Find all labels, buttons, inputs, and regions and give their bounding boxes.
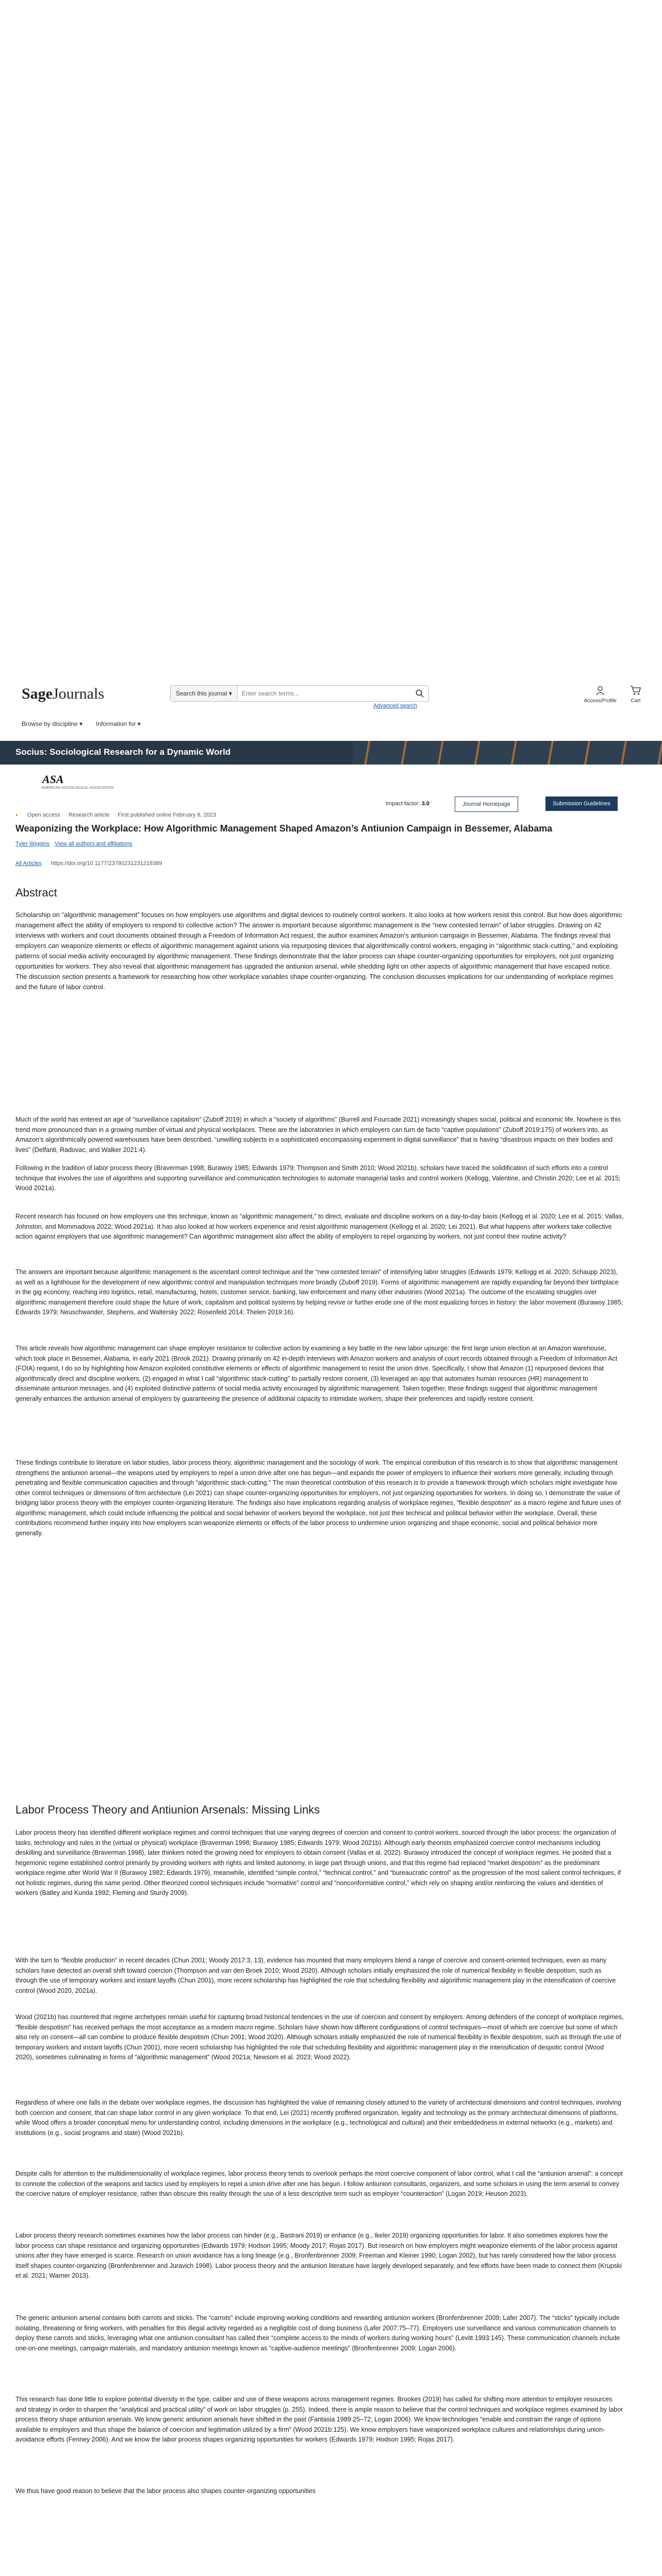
author-link[interactable]: Tyler Wiggins: [15, 841, 50, 847]
authors: [15, 841, 133, 847]
cart-icon: [630, 685, 641, 698]
header-icons: [584, 685, 641, 704]
submission-guidelines-button[interactable]: Submission Guidelines: [545, 796, 618, 811]
access-profile-button[interactable]: Access/Profile: [584, 685, 617, 704]
search-input[interactable]: [238, 690, 411, 697]
doi-link[interactable]: https://doi.org/10.1177/23780231231218389: [51, 860, 162, 867]
impact-factor: Impact factor: 3.0: [386, 801, 429, 807]
search-bar: [170, 685, 429, 702]
section-paragraph-8: This research has done little to explore potential diversity in the type, caliber and use of these weapons across management regimes. Brookes (2019) has called for shifting more attention to employer resources and strategy in order to sharpen the “analytical and practical utility” of work on labor struggles (p. 255). Indeed, there is ample reason to believe that the control techniques and workplace regimes examined by labor process theory shape antiunion arsenals. We know generic antiunion arsenals have shifted in the past (Fantasia 1989:25–72; Logan 2006). We know technologies “enable and constrain the range of options available to employers and thus shape the balance of coercion and legitimation utilized by a firm” (Wood 2021b:125). We know employers have weaponized workplace cultures and relationships during union-avoidance efforts (Fenney 2006). And we know the labor process shapes organizing opportunities for workers (Edwards 1979; Hodson 1995; Rojas 2017).: [15, 2396, 623, 2443]
body-paragraph-6: These findings contribute to literature on labor studies, labor process theory, algorithmic management and the sociology of work. The empirical contribution of this research is to show that algorithmic management strengthens the antiunion arsenal—the weapons used by employers to repel a union drive after one has begun—and expands the power of employers to influence their workers more generally, including through penetrating and flexible communication capacities and through “algorithmic stack-cutting.” The main theoretical contribution of this research is to provide a framework through which scholars might investigate how other control techniques or dimensions of firm architecture (Lei 2021) can shape counter-organizing opportunities for employers, not just organizing opportunities for workers. In doing so, I demonstrate the value of bridging labor process theory with the employer counter-organizing literature. The findings also have implications regarding analysis of workplace regimes, “flexible despotism” as a macro regime and future uses of algorithmic management, which could include influencing the political and social behavior of workers beyond the workplace, not just their technical and political behavior within the workplace. Overall, these contributions recommend further inquiry into how employers scan weaponize elements or effects of the labor process to undermine union organizing and shape economic, social and political behavior more generally.: [15, 1459, 621, 1537]
logo-thin: Journals: [53, 685, 104, 702]
body-paragraph-2: Following in the tradition of labor process theory (Braverman 1998; Burawoy 1985; Edwards 1979; Thompson and Smith 2010; Wood 2021b), scholars have traced the solidification of such efforts into a control technique that involves the use of algorithms and supporting surveillance and communication technologies to automate managerial tasks and control workers (Kellogg, Valentine, and Christin 2020; Lee et al. 2015; Wood 2021a).: [15, 1164, 621, 1192]
journal-homepage-button[interactable]: Journal Homepage: [455, 796, 518, 812]
advanced-search-link[interactable]: Advanced search: [373, 703, 417, 709]
section-paragraph-7: The generic antiunion arsenal contains both carrots and sticks. The “carrots” include improving working conditions and rewarding antiunion workers (Bronfenbrenner 2009; Lafer 2007). The “sticks” typically include isolating, threatening or firing workers, with penalties for this illegal activity regarded as a negligible cost of doing business (Lafer 2007:75–77). Employers use surveillance and various communication channels to deploy these carrots and sticks, leveraging what one antiunion consultant has called their “complete access to the minds of workers during working hours” (Levitt 1993:145). These communication channels include one-on-one meetings, campaign materials, and mandatory antiunion meetings known as “captive-audience meetings” (Bronfenbrenner 2009; Logan 2006).: [15, 2314, 620, 2352]
body-paragraph-4: The answers are important because algorithmic management is the ascendant control technique and the “new contested terrain” of intensifying labor struggles (Edwards 1979; Kellogg et al. 2020; Schaupp 2023), as well as a lighthouse for the development of new algorithmic control and manipulation techniques more broadly (Zuboff 2019). Forms of algorithmic management are rapidly expanding far beyond their birthplace in the gig economy, reaching into logistics, retail, manufacturing, hotels, customer service, banking, law enforcement and many other industries (Wood 2021a). The outcome of the escalating struggles over algorithmic management therefore could shape the future of work, capitalism and political systems by helping revive or further erode one of the most equalizing forces in history: the labor movement (Burawoy 1985; Edwards 1979; Neuschwander, Stephens, and Waltersky 2022; Rosenfeld 2014; Thelen 2019:16).: [15, 1268, 623, 1316]
asa-logo-subtitle: AMERICAN SOCIOLOGICAL ASSOCIATION: [41, 786, 114, 790]
section-paragraph-5: Despite calls for attention to the multidimensionality of workplace regimes, labor process theory tends to overlook perhaps the most coercive component of labor control, what I call the “antiunion arsenal”: a concept to connote the collection of the weapons and tactics used by employers to repel a union drive after one has begun. I follow antiunion consultants, organizers, and some scholars in using the term arsenal to convey the coercive nature of employer resistance, rather than obscure this reality through the use of a less descriptive term such as employer “counteraction” (Logan 2019; Heuson 2023).: [15, 2170, 623, 2197]
article-type: Research article: [68, 812, 110, 818]
published-date: First published online February 8, 2023: [118, 812, 217, 818]
article-meta-row: [15, 812, 216, 818]
open-access-icon: ◐: [15, 812, 19, 818]
open-access-label: Open access: [27, 812, 60, 818]
section-heading: Labor Process Theory and Antiunion Arsenals: Missing Links: [15, 1803, 320, 1816]
main-nav: [22, 720, 141, 727]
article-links-row: [15, 860, 162, 867]
cart-button[interactable]: Cart: [630, 685, 641, 704]
journal-title[interactable]: Socius: Sociological Research for a Dynamic World: [15, 747, 231, 757]
body-paragraph-5: This article reveals how algorithmic management can shape employer resistance to collective action by examining a key battle in the new labor upsurge: the first large union election at an Amazon warehouse, which took place in Bessemer, Alabama, in early 2021 (Brook 2021). Drawing primarily on 42 in-depth interviews with Amazon workers and analysis of court records obtained through a Freedom of Information Act (FOIA) request, I do so by highlighting how Amazon exploited constitutive elements or effects of algorithmic management to resist the union drive. Specifically, I show that Amazon (1) repurposed devices that algorithmically direct and discipline workers, (2) engaged in what I call “algorithmic stack-cutting” to partially restore consent, (3) leveraged an app that automates human resources (HR) management to disseminate antiunion messages, and (4) exploited distinctive patterns of social media activity encouraged by algorithmic management. Taken together, these findings suggest that algorithmic management generally enhances the antiunion arsenal of employers by guaranteeing the presence of additional capacity to intimidate workers, shape their preferences and rapidly restore consent.: [15, 1345, 618, 1402]
abstract-text: Scholarship on “algorithmic management” focuses on how employers use algorithms and digital devices to routinely control workers. It also looks at how workers resist this control. But how does algorithmic management affect the ability of employers to respond to collective action? The answer is important because algorithmic management is the “new contested terrain” of labor struggles. Drawing on 42 interviews with workers and court documents obtained through a Freedom of Information Act request, the author examines Amazon’s antiunion campaign in Bessemer, Alabama. The findings reveal that employers can weaponize elements or effects of algorithmic management against unions via repurposing devices that algorithmically control workers, engaging in “algorithmic stack-cutting,” and exploiting patterns of social media activity encouraged by algorithmic management. These findings demonstrate that the labor process can shape counter-organizing opportunities for employers, not just organizing opportunities for workers. They also reveal that algorithmic management has upgraded the antiunion arsenal, while shedding light on other aspects of algorithmic management that have escaped notice. The discussion section presents a framework for researching how other workplace variables shape counter-organizing. The conclusion discusses implications for our understanding of workplace regimes and the future of labor control.: [15, 911, 622, 991]
nav-information-for[interactable]: Information for ▾: [96, 720, 141, 727]
search-scope-select[interactable]: Search this journal ▾: [171, 686, 238, 701]
section-paragraph-1: Labor process theory has identified different workplace regimes and control techniques that use varying degrees of coercion and consent to control workers, sourced through the labor process: the organization of tasks, technology and rules in the (virtual or physical) workplace (Braverman 1998; Burawoy 1985; Edwards 1979; Wood 2021b). Although early theorists emphasized coercive control mechanisms including deskilling and surveillance (Braverman 1998), later thinkers noted the growing need for employers to obtain consent (Vallas et al. 2022). Burawoy introduced the concept of workplace regimes. He posited that a hegemonic regime established control primarily by providing workers with rights and limited autonomy, in large part through unions, and that this regime had replaced “market despotism” as the predominant workplace regime after World War II (Burawoy 1982; Edwards 1979), meanwhile, identified “simple control,” “technical control,” and “bureaucratic control” as the progression of the most salient control techniques, if not holistic regimes, during the same period. Other theorized control techniques include “normative” control and “nonconformative control,” which rely on shaping and/or reinforcing the values and identities of workers (Batley and Kunda 1992; Fleming and Sturdy 2009).: [15, 1829, 621, 1896]
user-icon: [595, 685, 605, 698]
sage-journals-logo[interactable]: [22, 685, 104, 703]
logo-bold: Sage: [22, 685, 53, 702]
section-paragraph-3: Wood (2021b) has countered that regime archetypes remain useful for capturing broad historical tendencies in the use of coercion and consent by employers. Among defenders of the concept of workplace regimes, “flexible despotism” has received perhaps the most acceptance as a modern macro regime. Scholars have shown how different configurations of control techniques—most of which are coercive but some of which also rely on consent—all can combine to produce flexible despotism (Chun 2001; Wood 2020). Although scholars initially emphasized the role of numerical flexibility in flexible despotism, such as through the use of temporary workers and instant layoffs (Chun 2001), more recent scholarship has highlighted the role that scheduling flexibility and algorithmic management play in the intensification of despotic control (Wood 2020), sometimes culminating in forms of “algorithmic management” (Wood 2021a; Newsom et al. 2023; Wood 2022).: [15, 2013, 624, 2061]
all-articles-link[interactable]: All Articles: [15, 860, 42, 867]
body-paragraph-3: Recent research has focused on how employers use this technique, known as “algorithmic management,” to direct, evaluate and discipline workers on a day-to-day basis (Kellogg et al. 2020; Lee et al. 2015; Vallas, Johnston, and Mommadova 2022; Wood 2021a). It has also looked at how workers experience and resist algorithmic management (Kellogg et al. 2020; Lei 2021). But what happens after workers take collective action against employers that use algorithmic management? Can algorithmic management also affect the ability of employers to repel organizing by workers, not just control their routine activity?: [15, 1213, 624, 1240]
section-paragraph-6: Labor process theory research sometimes examines how the labor process can hinder (e.g., Bastrani 2019) or enhance (e.g., Ikeler 2019) organizing opportunities for labor. It also sometimes explores how the labor process can shape resistance and organizing opportunities (Edwards 1979; Hodson 1995; Moody 2017; Rojas 2017). But research on how employers might weaponize elements of the labor process against unions after they have emerged is scarce. Research on union avoidance has a long lineage (e.g., Bronfenbrenner 2009; Freeman and Kleiner 1990; Logan 2002), but has rarely considered how the labor process itself shapes counter-organizing (Bronfenbrenner and Juravich 1998). Labor process theory and the antiunion literature have largely developed separately, and few efforts have been made to connect them (Krupski et al. 2021; Warner 2013).: [15, 2232, 622, 2279]
article-title: Weaponizing the Workplace: How Algorithmic Management Shaped Amazon’s Antiunion Campaign in Bessemer, Alabama: [15, 823, 553, 834]
search-icon[interactable]: [411, 686, 428, 701]
blank-top-area: [0, 0, 662, 732]
nav-browse-discipline[interactable]: Browse by discipline ▾: [22, 720, 83, 727]
section-paragraph-2: With the turn to “flexible production” in recent decades (Chun 2001; Woody 2017:3, 13), evidence has mounted that many employers blend a range of coercive and consent-oriented techniques, even as many scholars have detected an overall shift toward coercion (Thompson and van den Broek 2010; Wood 2020). Although scholars initially emphasized the role of numerical flexibility in flexible despotism, such as through the use of temporary workers and instant layoffs (Chun 2001), more recent scholarship has highlighted the role that scheduling flexibility and algorithmic management play in the intensification of coercive control (Wood 2020, 2021a).: [15, 1957, 616, 1994]
abstract-heading: Abstract: [15, 886, 57, 899]
banner-decoration: [353, 741, 662, 765]
asa-logo: ASA: [42, 773, 64, 786]
section-paragraph-9: We thus have good reason to believe that the labor process also shapes counter-organizing opportunities: [15, 2487, 316, 2495]
body-paragraph-1: Much of the world has entered an age of “surveillance capitalism” (Zuboff 2019) in which a “society of algorithms” (Burrell and Fourcade 2021) increasingly shapes social, political and economic life. Nowhere is this trend more pronounced than in a growing number of virtual and physical workplaces. These are the laboratories in which employers can turn de facto “captive populations” (Zuboff 2019:175) of workers into, as Amazon’s algorithmically powered warehouses have been described, “unwilling subjects in a sophisticated encompassing experiment in digital surveillance” that is having “disastrous impacts on their bodies and lives” (Delfanti, Radovac, and Walker 2021:4).: [15, 1116, 621, 1154]
authors-affiliations-link[interactable]: View all authors and affiliations: [55, 841, 133, 847]
journal-banner: [0, 741, 662, 765]
section-paragraph-4: Regardless of where one falls in the debate over workplace regimes, the discussion has highlighted the value of remaining closely attuned to the variety of architectural dimensions and control techniques, involving both coercion and consent, that can shape labor control in any given workplace. To that end, Lei (2021) recently proffered organization, legality and technology as the primary architectural dimensions of platforms, while Wood offers a broader conceptual menu for understanding control, including dimensions in the workplace (e.g., technological and cultural) and their embeddedness in external networks (e.g., markets) and institutions (e.g., social programs and state) (Wood 2021b).: [15, 2099, 621, 2137]
